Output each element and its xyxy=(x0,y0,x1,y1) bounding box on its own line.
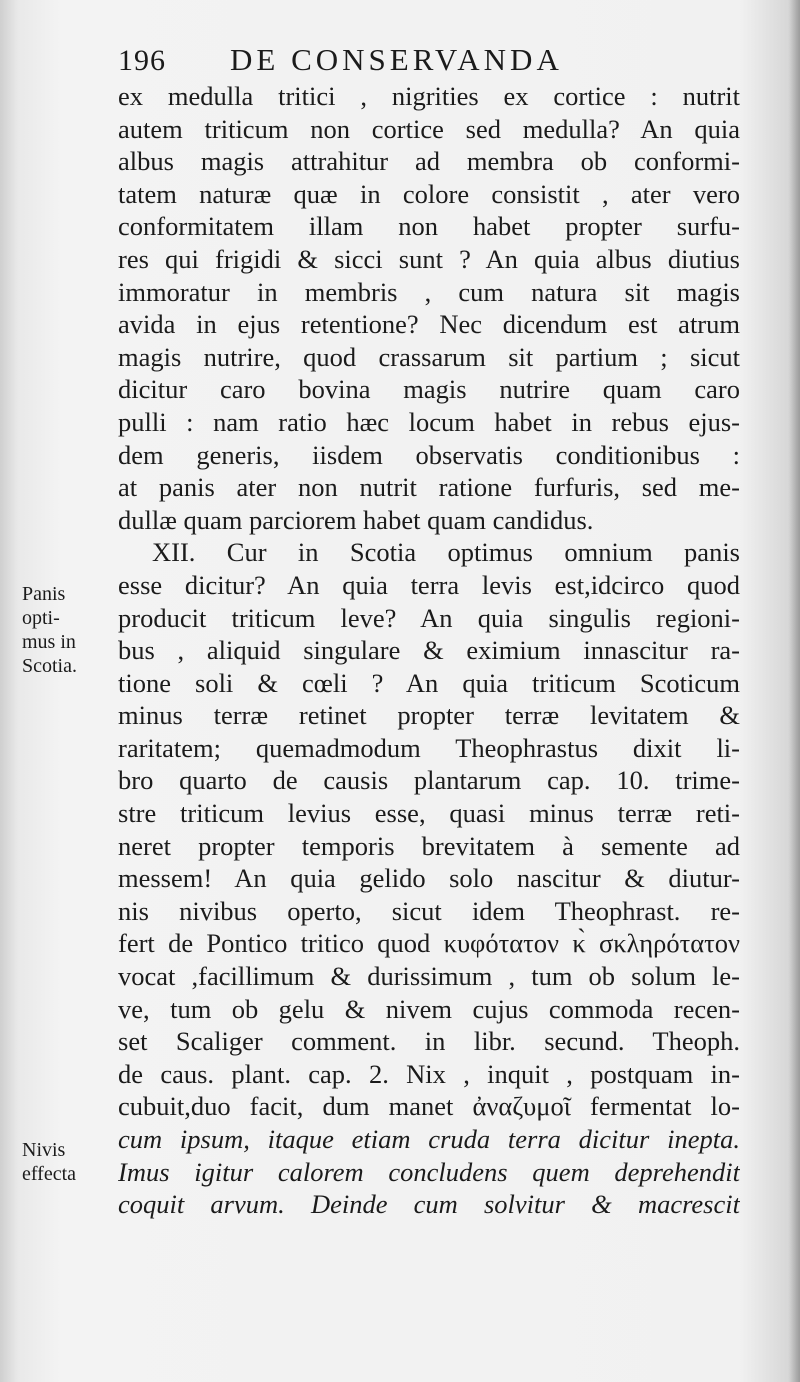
text-line: pulli : nam ratio hæc locum habet in rebus ejus- xyxy=(118,406,740,437)
text-line: magis nutrire, quod crassarum sit partium ; sicut xyxy=(118,341,740,372)
text-line: bro quarto de causis plantarum cap. 10. trime- xyxy=(118,765,740,796)
text-line: vocat ,facillimum & durissimum , tum ob solum le- xyxy=(118,961,740,992)
marginal-line: Scotia. xyxy=(22,655,77,677)
page-header xyxy=(118,40,758,80)
text-line: raritatem; quemadmodum Theophrastus dixit li- xyxy=(118,732,740,763)
text-line: neret propter temporis brevitatem à semente ad xyxy=(118,830,740,861)
running-title: DE CONSERVANDA xyxy=(230,42,563,77)
text-line: ex medulla tritici , nigrities ex cortice : nutrit xyxy=(118,81,740,111)
page-edge-shadow xyxy=(788,0,800,1382)
text-line: immoratur in membris , cum natura sit magis xyxy=(118,276,740,307)
text-line: dicitur caro bovina magis nutrire quam caro xyxy=(118,374,740,405)
text-line: Imus igitur calorem concludens quem deprehendit xyxy=(118,1156,740,1187)
page-number: 196 xyxy=(118,44,166,77)
marginal-note-panis xyxy=(22,582,118,678)
text-line: producit triticum leve? An quia singulis regioni- xyxy=(118,602,740,633)
text-line: messem! An quia gelido solo nascitur & diutur- xyxy=(118,863,740,894)
marginal-line: mus in xyxy=(22,631,76,653)
text-line: cubuit,duo facit, dum manet ἀναζυμοῖ fermentat lo- xyxy=(118,1091,740,1122)
text-line: set Scaliger comment. in libr. secund. Theoph. xyxy=(118,1026,740,1057)
text-line: albus magis attrahitur ad membra ob conformi- xyxy=(118,146,740,177)
text-line: minus terræ retinet propter terræ levitatem & xyxy=(118,700,740,731)
marginal-line: Nivis xyxy=(22,1139,66,1161)
marginal-line: effecta xyxy=(22,1163,77,1185)
text-line: autem triticum non cortice sed medulla? An quia xyxy=(118,113,740,144)
text-line: stre triticum levius esse, quasi minus terræ reti- xyxy=(118,798,740,829)
text-line: at panis ater non nutrit ratione furfuris, sed me- xyxy=(118,472,740,503)
text-line: ve, tum ob gelu & nivem cujus commoda recen- xyxy=(118,993,740,1024)
text-line: tatem naturæ quæ in colore consistit , ater vero xyxy=(118,178,740,209)
text-line: esse dicitur? An quia terra levis est,idcirco quod xyxy=(118,569,740,600)
text-line: de caus. plant. cap. 2. Nix , inquit , postquam in- xyxy=(118,1058,740,1089)
text-line: fert de Pontico tritico quod κυφότατον κ̀ σκληρότατον xyxy=(118,928,740,959)
text-line: avida in ejus retentione? Nec dicendum est atrum xyxy=(118,309,740,340)
section-heading-line: XII. Cur in Scotia optimus omnium panis xyxy=(152,537,740,568)
text-line: dullæ quam parciorem habet quam candidus. xyxy=(118,504,594,535)
text-line: coquit arvum. Deinde cum solvitur & macrescit xyxy=(118,1189,740,1220)
text-line: nis nivibus operto, sicut idem Theophrast. re- xyxy=(118,895,740,926)
text-line: conformitatem illam non habet propter surfu- xyxy=(118,211,740,242)
marginal-line: Panis xyxy=(22,583,66,605)
text-line: res qui frigidi & sicci sunt ? An quia albus diutius xyxy=(118,243,740,274)
text-line: bus , aliquid singulare & eximium innascitur ra- xyxy=(118,635,740,666)
text-line: cum ipsum, itaque etiam cruda terra dicitur inepta. xyxy=(118,1124,740,1154)
text-line: tione soli & cœli ? An quia triticum Scoticum xyxy=(118,667,740,698)
body-text xyxy=(118,80,740,1221)
text-line: dem generis, iisdem observatis conditionibus : xyxy=(118,439,740,470)
marginal-note-nivis xyxy=(22,1138,118,1186)
marginal-line: opti- xyxy=(22,607,60,629)
